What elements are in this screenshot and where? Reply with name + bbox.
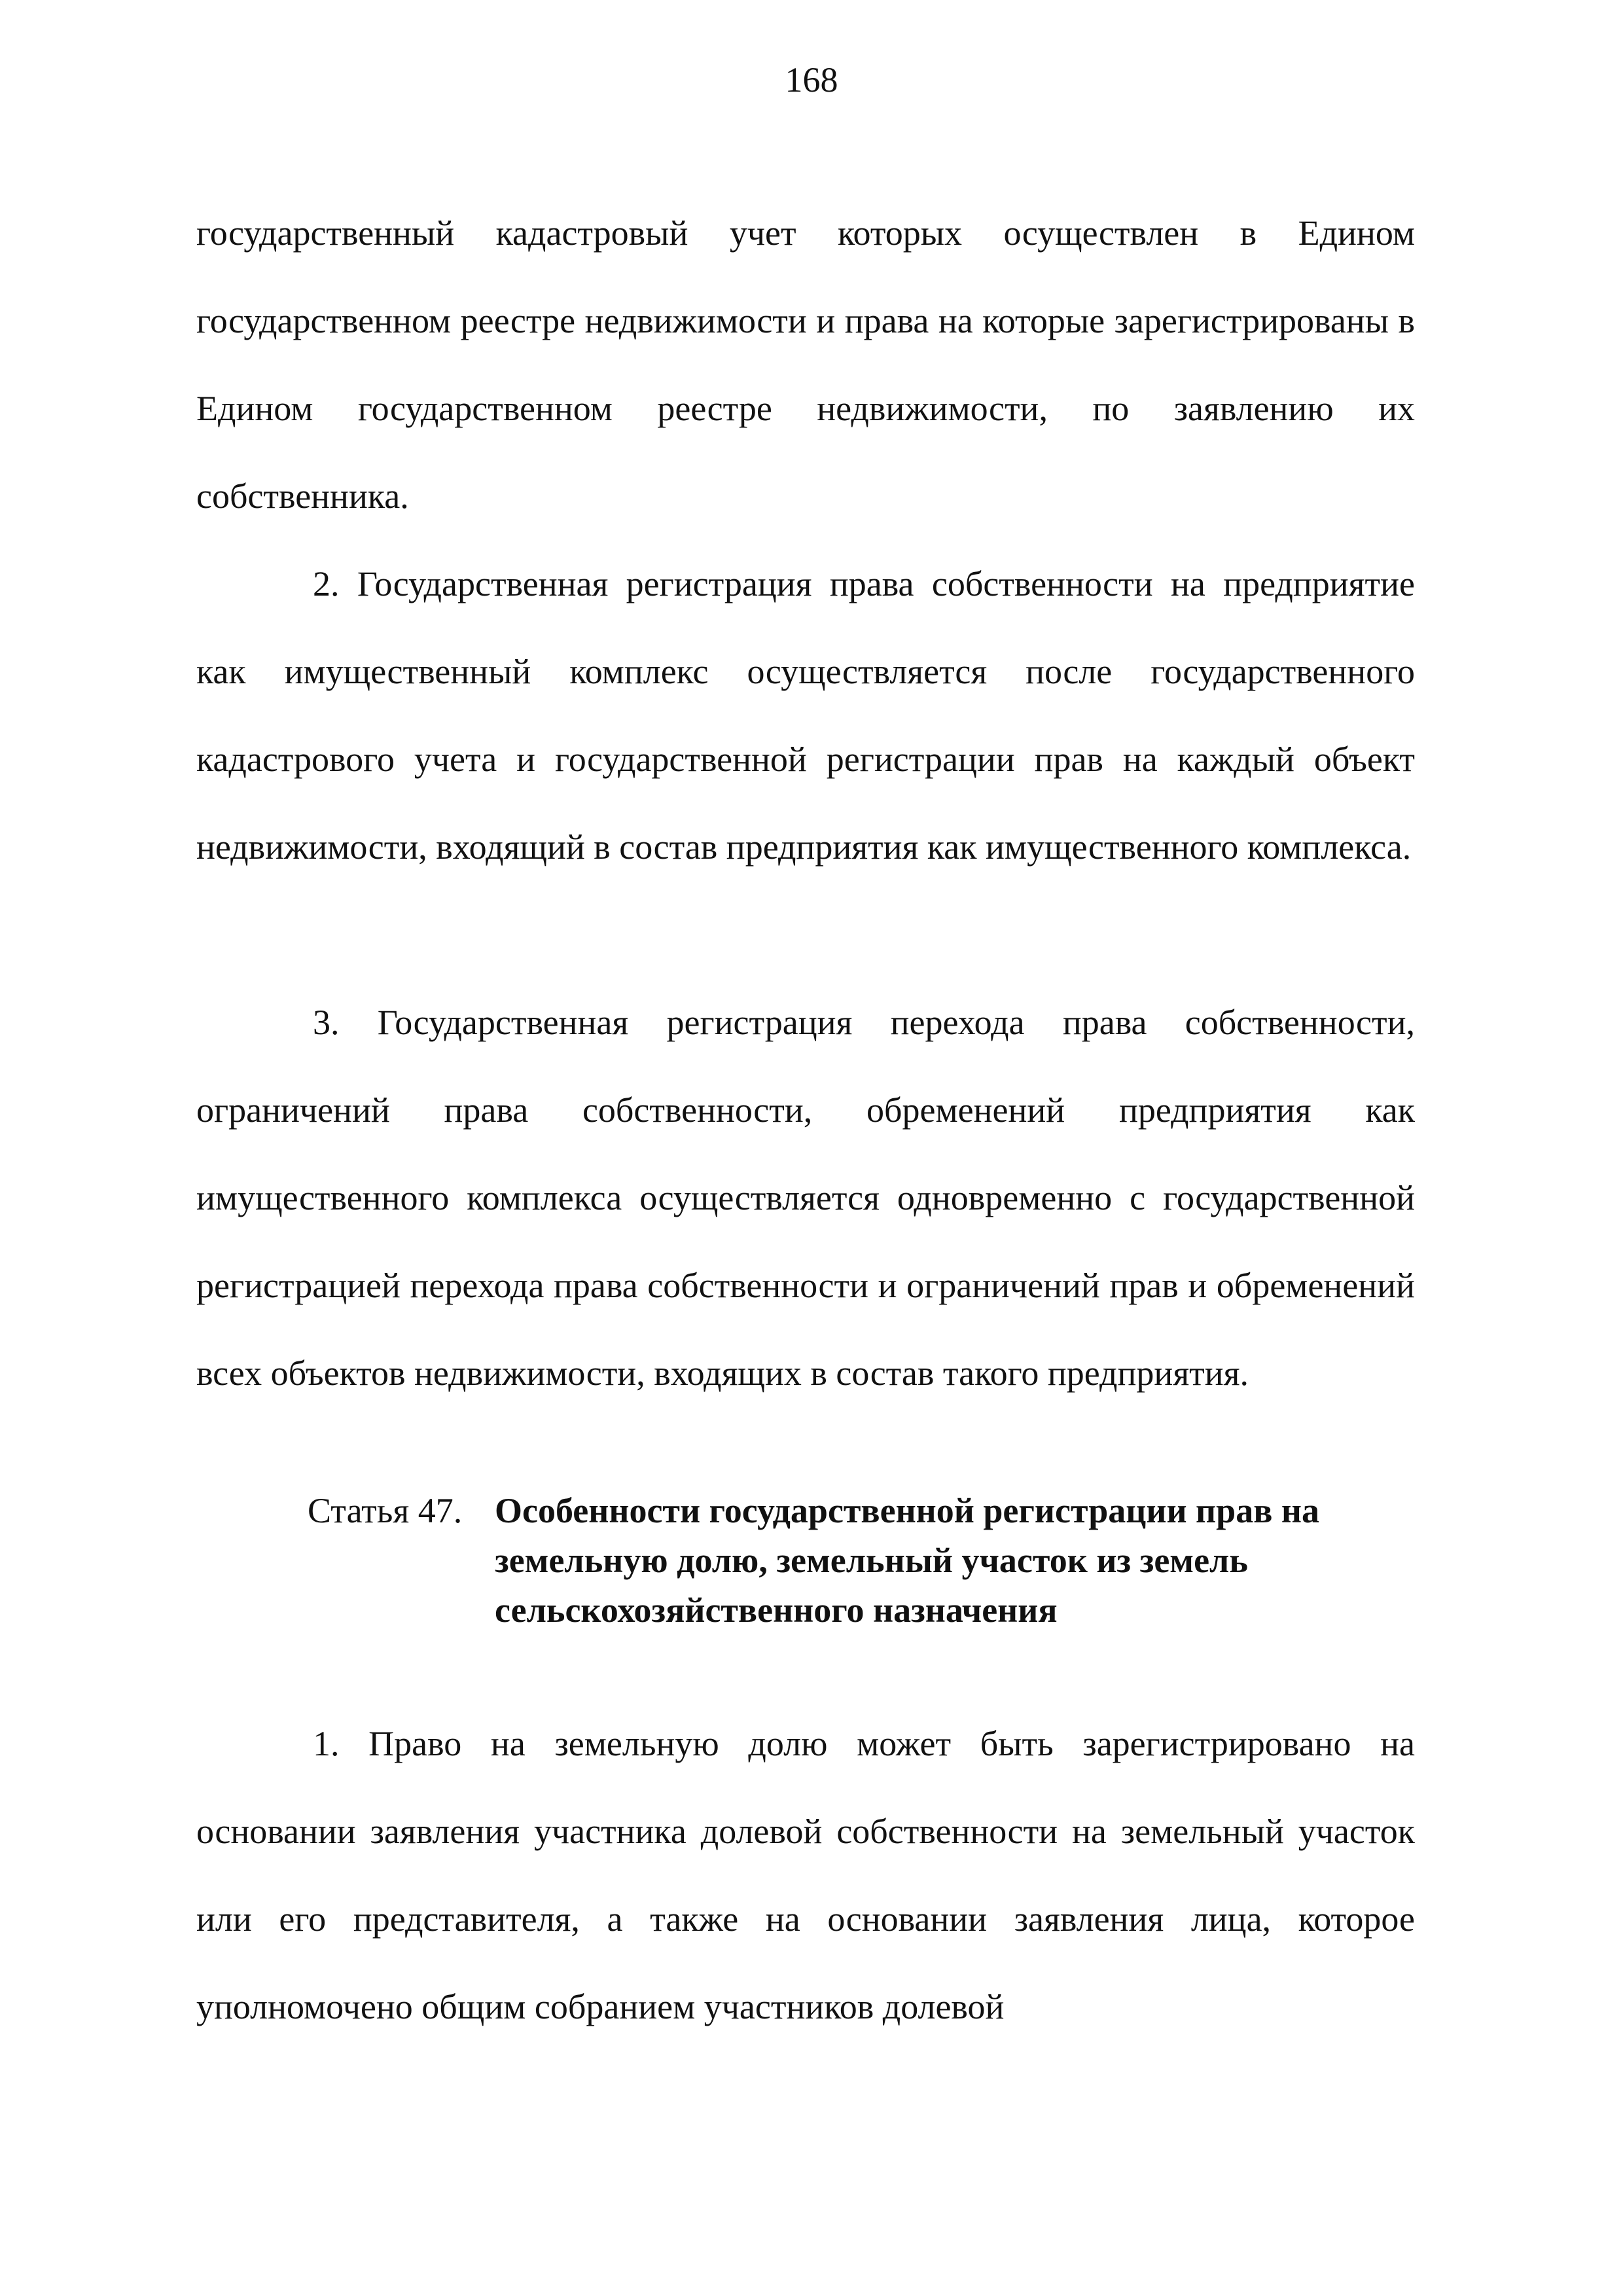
page-number: 168 bbox=[785, 60, 838, 99]
article-title: Особенности государственной регистрации прав на земельную долю, земельный участок из земель сельскохозяйственного назначения bbox=[495, 1491, 1319, 1630]
paragraph-continuation: государственный кадастровый учет которых осуществлен в Едином государственном реестре недвижимости и права на которые зарегистрированы в Едином государственном реестре недвижимости, по заявлению их собственника. bbox=[196, 213, 1415, 516]
article-number: Статья 47. bbox=[308, 1491, 463, 1530]
paragraph-item-3: 3. Государственная регистрация перехода права собственности, ограничений права собственности, обременений предприятия как имущественного комплекса осуществляется одновременно с государственной регистрацией перехода права собственности и ограничений прав и обременений всех объектов недвижимости, входящих в состав такого предприятия. bbox=[196, 1003, 1415, 1393]
article-heading bbox=[308, 1486, 1433, 1635]
paragraph-item-2: 2. Государственная регистрация права собственности на предприятие как имущественный комплекс осуществляется после государственного кадастрового учета и государственной регистрации прав на каждый объект недвижимости, входящий в состав предприятия как имущественного комплекса. bbox=[196, 564, 1415, 867]
paragraph-article-47-item-1: 1. Право на земельную долю может быть зарегистрировано на основании заявления участника долевой собственности на земельный участок или его представителя, а также на основании заявления лица, которое уполномочено общим собранием участников долевой bbox=[196, 1724, 1415, 2026]
